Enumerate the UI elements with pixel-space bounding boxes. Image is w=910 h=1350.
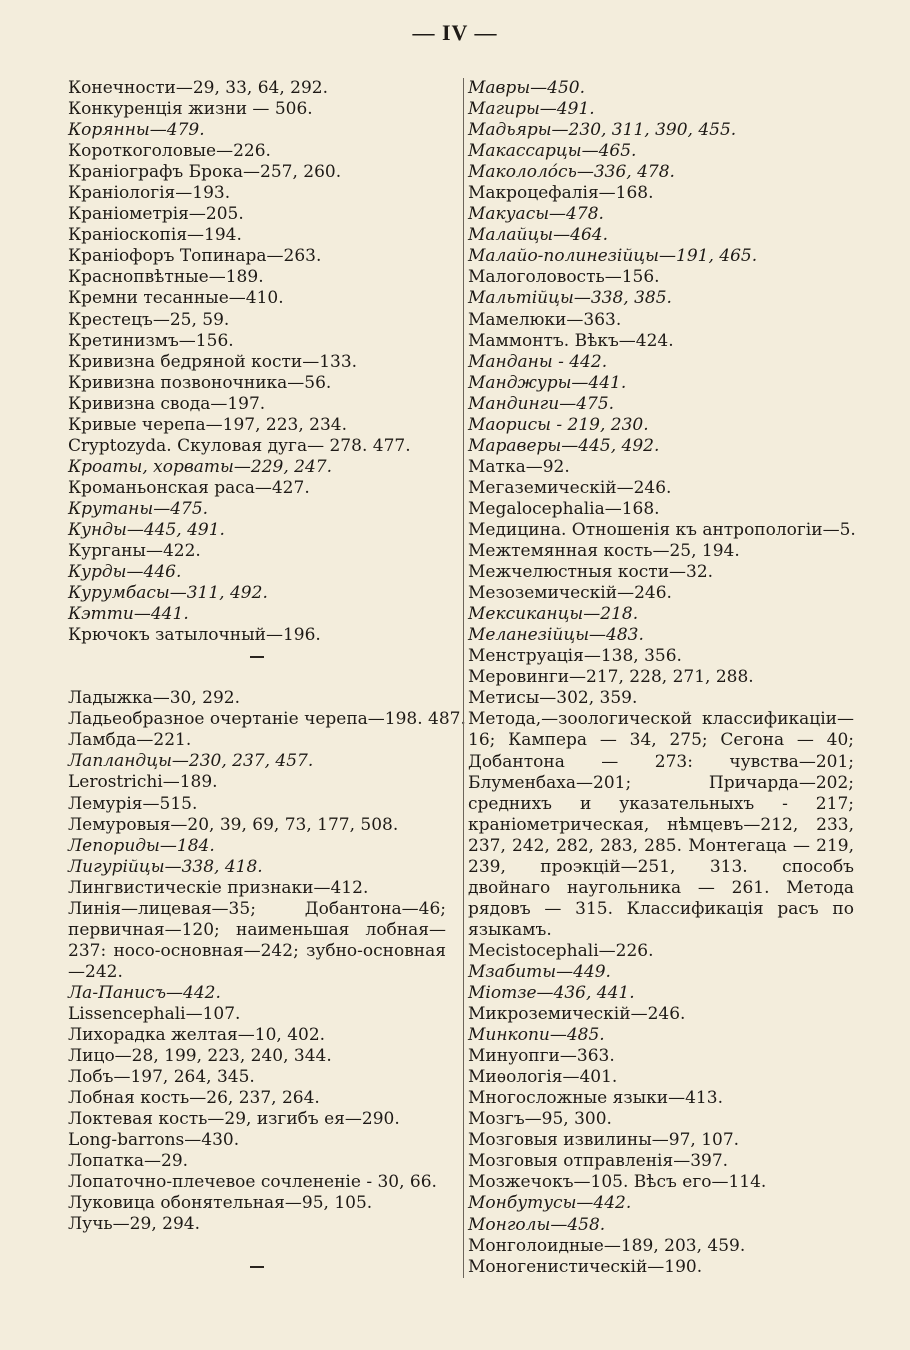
index-entry: Лучь—29, 294. (68, 1214, 200, 1235)
index-entry: Мамелюки—363. (468, 309, 622, 330)
index-entry: Лемуровыя—20, 39, 69, 73, 177, 508. (68, 814, 399, 835)
index-entry: Мараверы—445, 492. (468, 435, 660, 456)
index-entry: Мозговыя извилины—97, 107. (468, 1130, 740, 1151)
index-entry: Курды—446. (68, 562, 182, 583)
index-entry: Кэтти—441. (68, 604, 189, 625)
index-entry: Ладьеобразное очертаніе черепа—198. 487. (68, 709, 466, 730)
index-entry: Моногенистическій—190. (468, 1256, 703, 1277)
index-entry: Кривизна позвоночника—56. (68, 372, 332, 393)
index-entry: Монголоидные—189, 203, 459. (468, 1235, 746, 1256)
index-entry: Медицина. Отношенія къ антропологіи—5. (468, 519, 856, 540)
index-entry: Конечности—29, 33, 64, 292. (68, 78, 329, 98)
index-entry: Многосложные языки—413. (468, 1088, 723, 1109)
index-entry: Мандинги—475. (468, 393, 615, 414)
index-entry: Мальтійцы—338, 385. (468, 288, 672, 309)
index-entry: Макассарцы—465. (468, 141, 637, 162)
index-entry: Минкопи—485. (468, 1025, 605, 1046)
index-entry: Лемурія—515. (68, 793, 198, 814)
index-entry: Lerostrichi—189. (68, 772, 218, 793)
index-entry: Лицо—28, 199, 223, 240, 344. (68, 1046, 332, 1067)
index-entry: Лингвистическіе признаки—412. (68, 877, 369, 898)
index-entry: Корянны—479. (68, 120, 205, 141)
index-entry: Мозгъ—95, 300. (468, 1109, 612, 1130)
index-section-m (468, 78, 854, 1278)
index-entry: Маммонтъ. Вѣкъ—424. (468, 330, 674, 351)
index-entry: Лигурійцы—338, 418. (68, 856, 263, 877)
index-entry: Крестецъ—25, 59. (68, 309, 230, 330)
index-entry: Локтевая кость—29, изгибъ ея—290. (68, 1109, 400, 1130)
index-entry: Мозговыя отправленія—397. (468, 1151, 729, 1172)
index-entry: Матка—92. (468, 456, 570, 477)
index-entry: Маорисы - 219, 230. (468, 414, 649, 435)
index-entry: Малайцы—464. (468, 225, 609, 246)
index-entry: Мавры—450. (468, 78, 586, 98)
index-entry: Мексиканцы—218. (468, 604, 639, 625)
index-entry: Луковица обонятельная—95, 105. (68, 1193, 373, 1214)
index-entry: Lissencephali—107. (68, 1003, 241, 1024)
index-entry: Межчелюстныя кости—32. (468, 562, 714, 583)
index-entry: Мадьяры—230, 311, 390, 455. (468, 120, 737, 141)
index-entry: Мзабиты—449. (468, 961, 611, 982)
index-entry: Курумбасы—311, 492. (68, 583, 268, 604)
index-entry: Микроземическій—246. (468, 1004, 686, 1025)
index-entry: Ладыжка—30, 292. (68, 688, 241, 709)
index-entry: Монголы—458. (468, 1214, 606, 1235)
index-entry: Конкуренція жизни — 506. (68, 99, 313, 120)
index-entry: Ла-Панисъ—442. (68, 982, 221, 1003)
index-entry: Крутаны—475. (68, 498, 209, 519)
index-entry: Манджуры—441. (468, 372, 627, 393)
index-entry: Лепориды—184. (68, 835, 215, 856)
index-entry: Монбутусы—442. (468, 1193, 632, 1214)
index-entry: Лобъ—197, 264, 345. (68, 1067, 255, 1088)
index-entry: Малайо-полинезійцы—191, 465. (468, 246, 758, 267)
index-entry: Краніометрія—205. (68, 204, 244, 225)
index-column-left (68, 78, 466, 1277)
index-entry: Лихорадка желтая—10, 402. (68, 1025, 326, 1046)
index-entry: Метода,—зоологической классификаціи—16; Кампера — 34, 275; Сегона — 40; Добантона — 273: чувства—201; Блуменбаха—201; Причарда—202; среднихъ и указательныхъ - 217; краніометрическая, нѣмцевъ—212, 233, 237, 242, 282, 283, 285. Монтегаца — 219, 239, проэкцій—251, 313. способъ двойнаго наугольника — 261. Метода рядовъ — 315. Классификація расъ по языкамъ. (468, 709, 854, 940)
index-entry: Мозжечокъ—105. Вѣсъ его—114. (468, 1172, 767, 1193)
index-entry: Краніологія—193. (68, 183, 231, 204)
index-entry: Кроаты, хорваты—229, 247. (68, 456, 332, 477)
index-entry: Лопаточно-плечевое сочлененіе - 30, 66. (68, 1172, 437, 1193)
index-entry: Megalocephalia—168. (468, 498, 660, 519)
index-entry: Магиры—491. (468, 99, 595, 120)
index-entry: Краніофоръ Топинара—263. (68, 246, 322, 267)
index-entry: Краніографъ Брока—257, 260. (68, 162, 342, 183)
index-entry: Малоголовость—156. (468, 267, 660, 288)
page-number-header: — IV — (412, 20, 498, 45)
index-entry: Краніоскопія—194. (68, 225, 242, 246)
index-entry: Кривизна бедряной кости—133. (68, 351, 358, 372)
section-separator (68, 646, 446, 667)
index-entry: Кремни тесанные—410. (68, 288, 284, 309)
index-entry: Курганы—422. (68, 541, 201, 562)
index-section-k (68, 78, 446, 646)
index-entry: Макуасы—478. (468, 204, 604, 225)
index-entry: Кроманьонская раса—427. (68, 477, 310, 498)
index-entry: Манданы - 442. (468, 351, 608, 372)
index-entry: Межтемянная кость—25, 194. (468, 541, 740, 562)
index-entry: Меланезійцы—483. (468, 625, 644, 646)
index-entry: Макроцефалія—168. (468, 183, 654, 204)
index-entry: Лобная кость—26, 237, 264. (68, 1088, 320, 1109)
index-entry: Мезоземическій—246. (468, 583, 672, 604)
index-entry: Long-barrons—430. (68, 1130, 240, 1151)
index-entry: Лапландцы—230, 237, 457. (68, 751, 314, 772)
index-entry: Короткоголовые—226. (68, 141, 271, 162)
index-entry: Миѳологія—401. (468, 1067, 618, 1088)
index-entry: Кунды—445, 491. (68, 519, 225, 540)
index-entry: Кривизна свода—197. (68, 393, 266, 414)
index-entry: Менструація—138, 356. (468, 646, 682, 667)
index-entry: Лопатка—29. (68, 1151, 189, 1172)
index-entry: Линія—лицевая—35; Добантона—46; первичная—120; наименьшая лобная—237: носо-основная—242; зубно-основная—242. (68, 898, 446, 982)
index-entry: Cryptozyda. Скуловая дуга— 278. 477. (68, 435, 411, 456)
index-entry: Макололо́сь—336, 478. (468, 162, 675, 183)
section-separator (68, 1256, 446, 1277)
index-entry: Кривые черепа—197, 223, 234. (68, 414, 348, 435)
index-entry: Минуопги—363. (468, 1046, 615, 1067)
index-entry: Краснопвѣтные—189. (68, 267, 264, 288)
index-entry: Меровинги—217, 228, 271, 288. (468, 667, 754, 688)
index-entry: Ламбда—221. (68, 730, 192, 751)
index-entry: Міотзе—436, 441. (468, 983, 635, 1004)
index-section-l (68, 688, 466, 1235)
index-entry: Мегаземическій—246. (468, 477, 672, 498)
index-entry: Крючокъ затылочный—196. (68, 625, 321, 646)
index-entry: Кретинизмъ—156. (68, 330, 234, 351)
index-column-right (463, 78, 854, 1278)
index-entry: Метисы—302, 359. (468, 688, 638, 709)
index-entry: Mecistocephali—226. (468, 940, 654, 961)
